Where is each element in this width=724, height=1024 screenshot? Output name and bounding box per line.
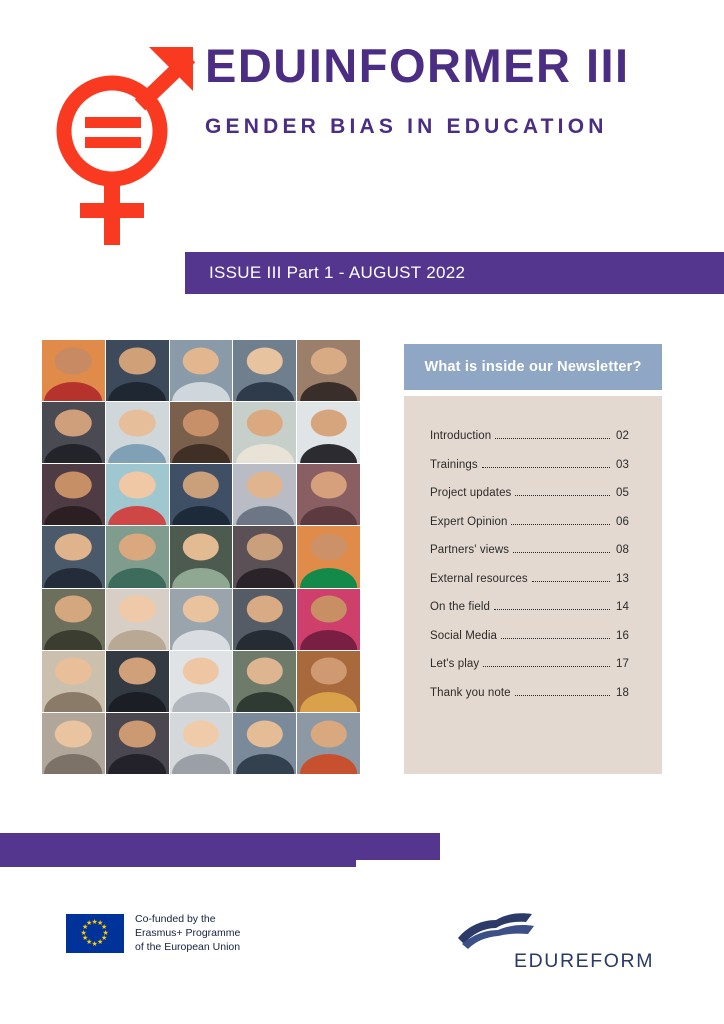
eu-star-icon: ★ — [86, 939, 93, 947]
eu-funding-logo — [66, 912, 240, 954]
photo-person-body — [300, 692, 358, 712]
toc-entry-page: 16 — [616, 629, 629, 642]
edureform-book-icon — [452, 908, 542, 956]
photo-person-body — [45, 630, 103, 650]
toc-entry-leader — [511, 524, 610, 525]
toc-entry-page: 06 — [616, 515, 629, 528]
photo-person-body — [45, 444, 103, 464]
toc-entry-page: 08 — [616, 544, 629, 556]
photo-person-face — [310, 534, 346, 561]
footer-bar-secondary — [0, 860, 356, 867]
photo-person-face — [55, 720, 91, 747]
eu-star-icon: ★ — [91, 940, 98, 948]
photo-cell — [297, 340, 360, 401]
photo-cell — [233, 651, 296, 712]
photo-cell — [42, 713, 105, 774]
photo-person-face — [183, 534, 219, 561]
photo-person-face — [119, 347, 155, 374]
photo-person-body — [108, 444, 166, 464]
photo-cell — [106, 713, 169, 774]
photo-cell — [233, 340, 296, 401]
photo-cell — [297, 526, 360, 587]
photo-cell — [297, 464, 360, 525]
photo-cell — [233, 402, 296, 463]
photo-person-body — [172, 630, 230, 650]
toc-entry-page: 02 — [616, 430, 629, 442]
photo-cell — [106, 526, 169, 587]
photo-cell — [233, 589, 296, 650]
photo-cell — [42, 464, 105, 525]
eu-funding-text — [135, 912, 240, 954]
eu-star-icon: ★ — [97, 939, 104, 947]
photo-person-body — [45, 568, 103, 588]
toc-entry[interactable] — [430, 487, 638, 499]
toc-entry-label: Thank you note — [430, 686, 511, 699]
photo-person-body — [45, 754, 103, 774]
toc-entry-leader — [532, 581, 610, 582]
photo-cell — [297, 651, 360, 712]
photo-cell — [170, 464, 233, 525]
photo-person-body — [108, 506, 166, 526]
photo-cell — [106, 464, 169, 525]
photo-person-body — [300, 444, 358, 464]
toc-entry[interactable] — [430, 573, 638, 585]
photo-cell — [42, 340, 105, 401]
photo-person-body — [108, 382, 166, 402]
photo-person-body — [45, 692, 103, 712]
toc-entry-leader — [494, 609, 610, 610]
photo-person-body — [236, 444, 294, 464]
toc-entry-label: Social Media — [430, 629, 498, 642]
photo-person-body — [300, 506, 358, 526]
photo-person-face — [119, 409, 155, 436]
photo-person-body — [300, 630, 358, 650]
toc-entry-label: Introduction — [430, 430, 492, 442]
photo-person-face — [55, 347, 91, 374]
page-title: EDUINFORMER III — [205, 39, 630, 92]
photo-person-face — [247, 596, 283, 623]
footer-bar-primary — [0, 833, 440, 860]
photo-person-face — [183, 347, 219, 374]
photo-cell — [42, 402, 105, 463]
photo-person-body — [236, 568, 294, 588]
toc-entry-leader — [483, 666, 610, 667]
photo-person-face — [310, 347, 346, 374]
toc-entry-label: Partners' views — [430, 544, 510, 556]
toc-entry[interactable] — [430, 658, 638, 670]
toc-entry-label: On the field — [430, 601, 491, 613]
photo-person-body — [236, 692, 294, 712]
photo-person-face — [119, 534, 155, 561]
eu-funding-line-1: Co-funded by the — [135, 913, 216, 925]
photo-person-body — [172, 506, 230, 526]
photo-person-body — [172, 692, 230, 712]
photo-cell — [106, 402, 169, 463]
toc-entry-label: Project updates — [430, 487, 512, 499]
photo-person-face — [247, 409, 283, 436]
photo-person-body — [45, 382, 103, 402]
toc-entry-leader — [495, 438, 610, 439]
photo-person-face — [183, 472, 219, 499]
photo-person-face — [183, 720, 219, 747]
eu-star-icon: ★ — [81, 924, 89, 931]
gender-equality-symbol-icon — [30, 25, 200, 245]
issue-banner — [185, 252, 724, 294]
page-subtitle: GENDER BIAS IN EDUCATION — [205, 115, 608, 138]
toc-entry-leader — [515, 495, 610, 496]
photo-person-body — [300, 382, 358, 402]
participant-photo-collage — [42, 340, 360, 774]
eu-star-icon: ★ — [97, 919, 104, 927]
toc-entry-leader — [482, 467, 610, 468]
toc-entry-label: Let's play — [430, 658, 480, 670]
photo-person-face — [310, 658, 346, 685]
toc-entry[interactable] — [430, 544, 638, 556]
edureform-logo — [452, 908, 655, 980]
eu-funding-line-2: Erasmus+ Programme — [135, 927, 241, 939]
toc-entry-page: 05 — [616, 487, 629, 499]
toc-entry-page: 13 — [616, 572, 629, 585]
photo-cell — [42, 589, 105, 650]
toc-entry[interactable] — [430, 630, 638, 642]
toc-entry[interactable] — [430, 459, 638, 471]
photo-cell — [106, 589, 169, 650]
photo-person-body — [172, 444, 230, 464]
photo-person-face — [119, 596, 155, 623]
toc-heading-label: What is inside our Newsletter? — [424, 359, 642, 375]
photo-cell — [106, 340, 169, 401]
photo-person-body — [172, 382, 230, 402]
photo-cell — [170, 651, 233, 712]
photo-cell — [170, 713, 233, 774]
eu-star-icon: ★ — [101, 935, 108, 942]
photo-cell — [42, 526, 105, 587]
photo-person-face — [247, 720, 283, 747]
photo-person-face — [247, 472, 283, 499]
photo-cell — [233, 713, 296, 774]
eu-funding-line-3: of the European Union — [135, 941, 241, 953]
photo-cell — [297, 713, 360, 774]
photo-cell — [42, 651, 105, 712]
photo-person-face — [310, 596, 346, 623]
photo-person-face — [310, 409, 346, 436]
photo-person-body — [172, 754, 230, 774]
eu-star-icon: ★ — [102, 929, 109, 937]
table-of-contents — [404, 396, 662, 774]
eu-flag-icon — [66, 914, 124, 953]
photo-cell — [106, 651, 169, 712]
photo-person-body — [172, 568, 230, 588]
photo-person-body — [108, 754, 166, 774]
eu-star-icon: ★ — [101, 924, 108, 931]
photo-person-body — [236, 754, 294, 774]
toc-heading — [404, 344, 662, 390]
header — [0, 0, 724, 250]
photo-person-face — [119, 472, 155, 499]
issue-label: ISSUE III Part 1 - AUGUST 2022 — [209, 263, 466, 282]
photo-cell — [297, 402, 360, 463]
photo-person-face — [119, 658, 155, 685]
photo-person-face — [310, 472, 346, 499]
photo-cell — [170, 526, 233, 587]
toc-entry-page: 18 — [616, 686, 629, 699]
photo-person-face — [55, 658, 91, 685]
photo-person-body — [108, 568, 166, 588]
photo-person-face — [247, 347, 283, 374]
toc-entry-leader — [513, 552, 610, 553]
photo-person-face — [55, 472, 91, 499]
toc-entry-label: External resources — [430, 572, 528, 585]
toc-entry-leader — [515, 695, 610, 696]
photo-person-body — [108, 692, 166, 712]
photo-person-body — [236, 506, 294, 526]
photo-person-face — [55, 534, 91, 561]
photo-person-body — [236, 630, 294, 650]
toc-entry[interactable] — [430, 516, 638, 528]
toc-entry[interactable] — [430, 687, 638, 699]
photo-person-face — [183, 409, 219, 436]
toc-entry-label: Trainings — [430, 458, 478, 471]
toc-entry-leader — [501, 638, 610, 639]
photo-person-face — [247, 534, 283, 561]
photo-person-face — [119, 720, 155, 747]
photo-person-body — [45, 506, 103, 526]
photo-person-face — [310, 720, 346, 747]
eu-star-icon: ★ — [91, 918, 98, 926]
photo-person-body — [300, 754, 358, 774]
eu-star-icon: ★ — [80, 929, 87, 937]
toc-entry-page: 14 — [616, 601, 629, 613]
photo-cell — [170, 589, 233, 650]
toc-entry[interactable] — [430, 601, 638, 613]
eu-star-icon: ★ — [81, 935, 89, 942]
toc-entry-label: Expert Opinion — [430, 515, 508, 528]
photo-cell — [297, 589, 360, 650]
photo-person-body — [236, 382, 294, 402]
toc-entry-page: 17 — [616, 658, 629, 670]
masthead — [205, 39, 705, 139]
edureform-wordmark: EDUREFORM — [514, 950, 655, 972]
toc-entry-page: 03 — [616, 458, 629, 471]
photo-person-body — [300, 568, 358, 588]
eu-star-icon: ★ — [86, 919, 93, 927]
photo-cell — [233, 526, 296, 587]
toc-entry[interactable] — [430, 430, 638, 442]
photo-cell — [170, 402, 233, 463]
photo-person-face — [55, 596, 91, 623]
photo-person-face — [183, 658, 219, 685]
photo-person-face — [55, 409, 91, 436]
photo-person-face — [247, 658, 283, 685]
photo-cell — [170, 340, 233, 401]
photo-cell — [233, 464, 296, 525]
photo-person-body — [108, 630, 166, 650]
photo-person-face — [183, 596, 219, 623]
